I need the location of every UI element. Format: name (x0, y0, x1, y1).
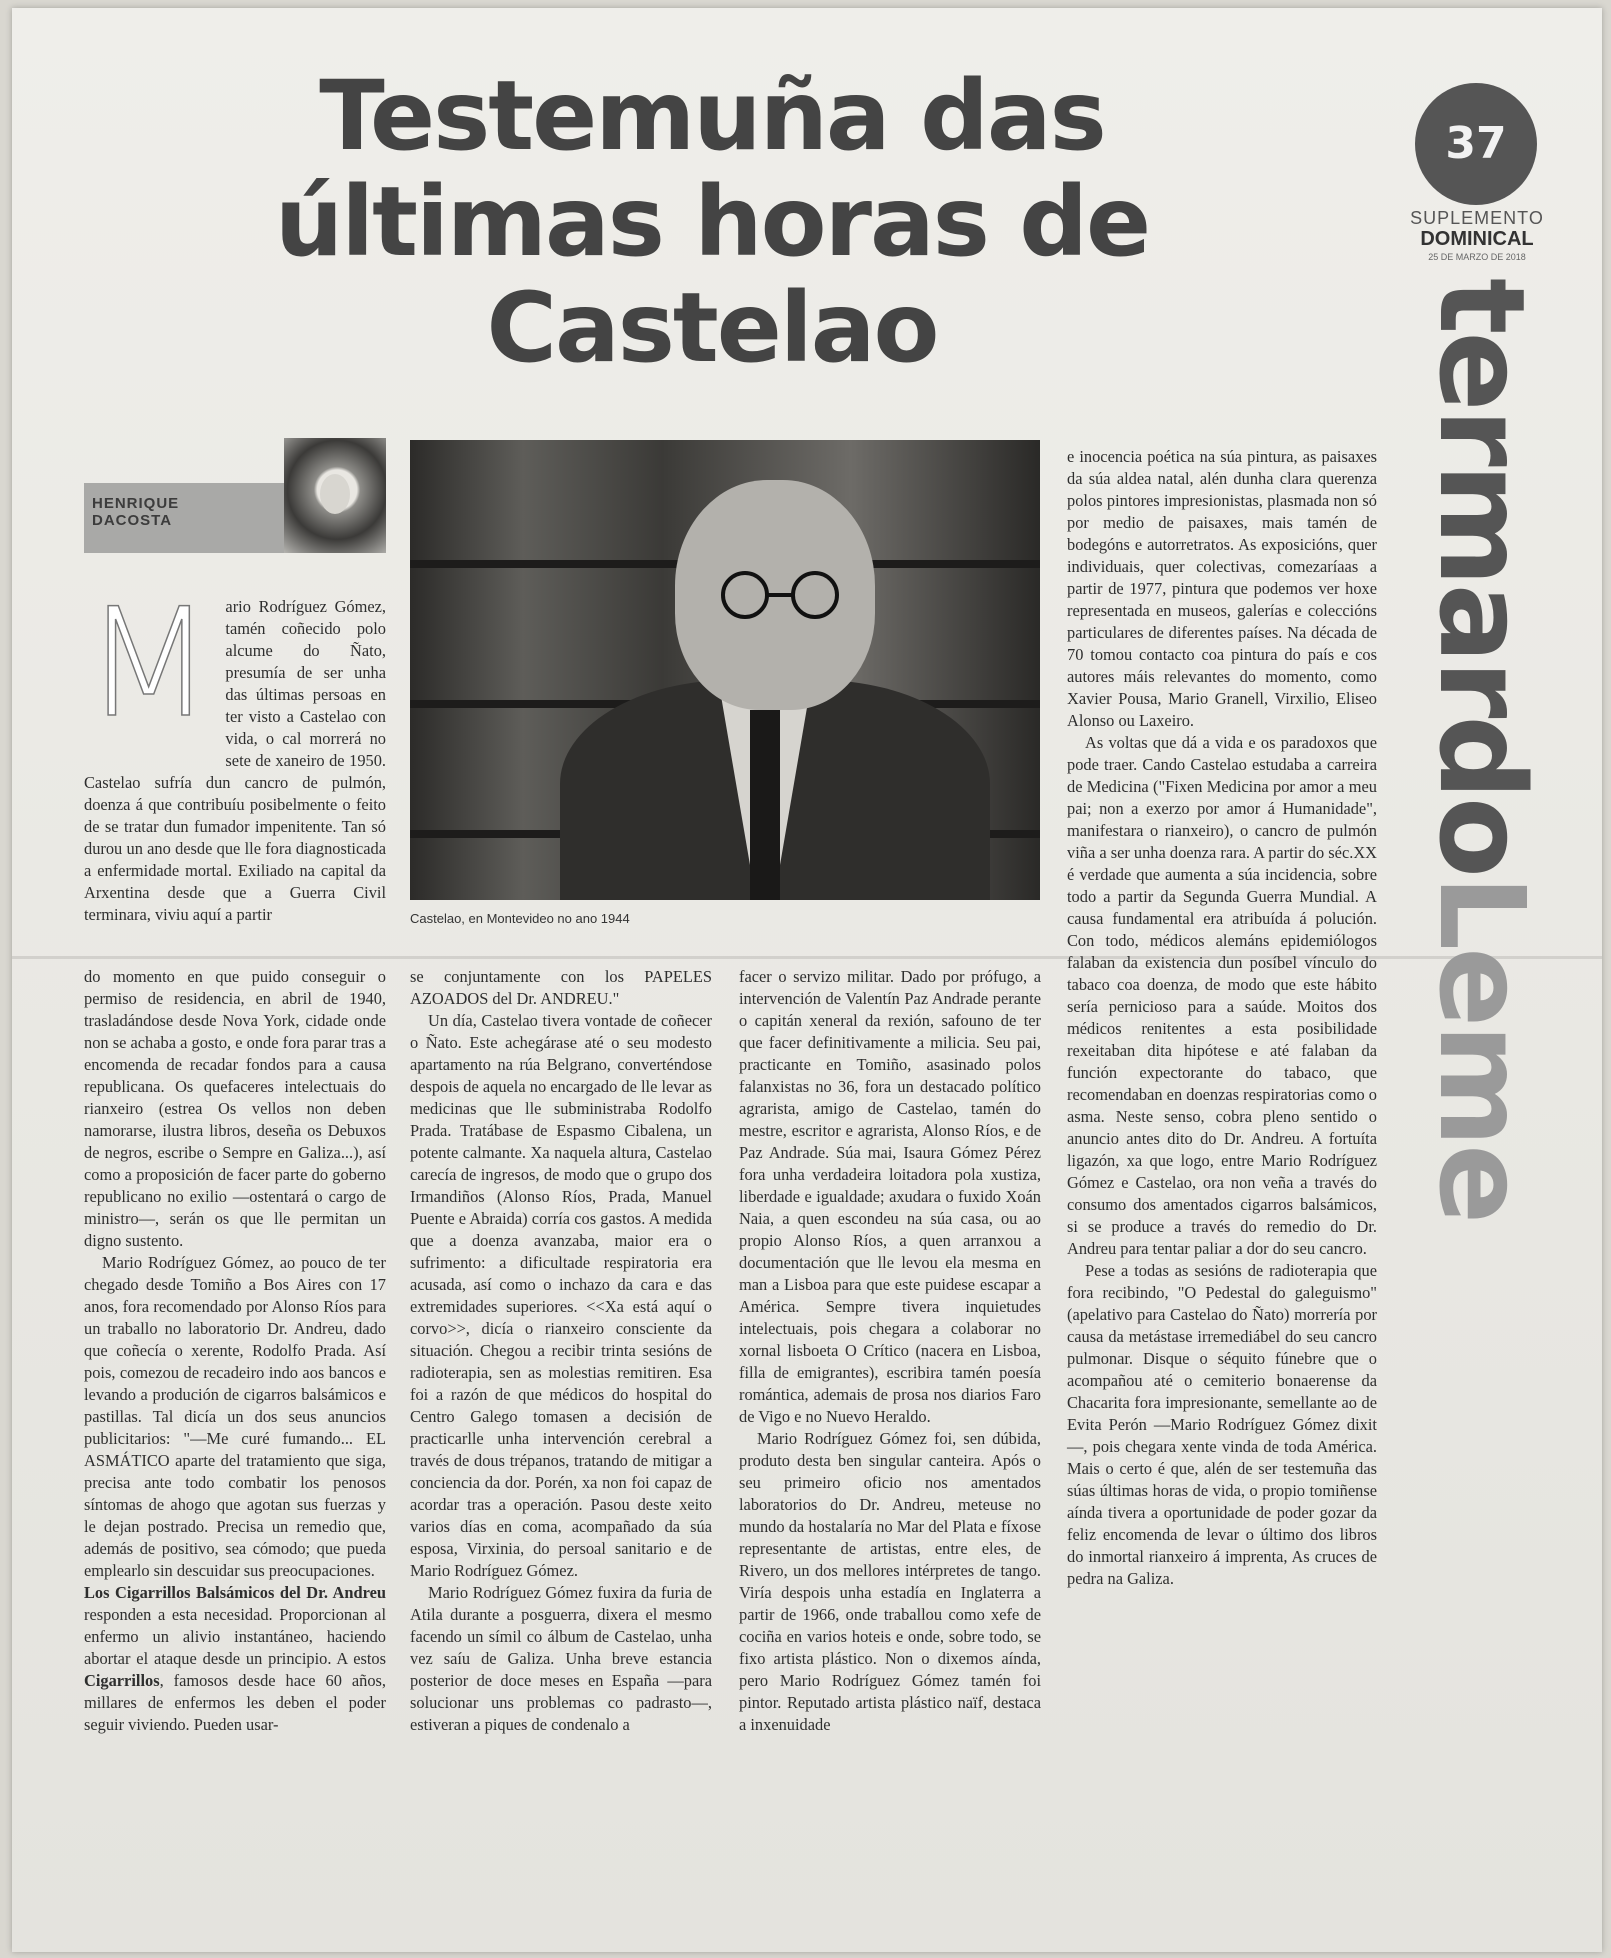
article-column-3 (739, 966, 1041, 1736)
paragraph: Pese a todas as sesións de radioterapia que fora recibindo, "O Pedestal do galeguismo" (apelativo para Castelao do Ñato) morrería por causa da metástase irremediábel do seu cancro pulmonar. Disque o séquito fúnebre que o acompañou até o cemiterio bonaerense da Chacarita fora impresionante, semellante ao de Evita Perón —Mario Rodríguez Gómez dixit—, pois chegara xente vinda de toda América. Mais o certo é que, alén de ser testemuña das súas últimas horas de vida, o propio tomiñense aínda tivera a oportunidade de poder gozar da feliz encomenda de levar o último dos libros do inmortal rianxeiro á imprenta, As cruces de pedra na Galiza. (1067, 1261, 1377, 1588)
paragraph: Mario Rodríguez Gómez, ao pouco de ter chegado desde Tomiño a Bos Aires con 17 anos, fora recomendado por Alonso Ríos para un traballo no laboratorio Dr. Andreu, dado que coñecía o xerente, Rodolfo Prada. Así pois, comezou de recadeiro indo aos bancos e levando a produción de cigarros balsámicos e pastillas. Tal dicía un dos seus anuncios publicitarios: "—Me curé fumando... EL ASMÁTICO aparte del tratamiento que siga, precisa ante todo combatir los penosos síntomas de ahogo que agotan sus fuerzas y le dejan postrado. Precisa un remedio que, además de positivo, sea cómodo; que pueda emplearlo sin descuidar sus preocupaciones. (84, 1253, 386, 1580)
paragraph: do momento en que puido conseguir o permiso de residencia, en abril de 1940, trasladándose desde Nova York, cidade onde non se achaba a gosto, e onde fora parar tras a encomenda de recadar fondos para a causa republicana. Os quefaceres intelectuais do rianxeiro (estrea Os vellos non deben namorarse, ilustra libros, deseña os Debuxos de negros, escribe o Sempre en Galiza...), así como a proposición de facer parte do goberno republicano no exilio —ostentará o cargo de ministro—, serán os que lle permitan un digno sustento. (84, 967, 386, 1250)
ad-text-end: , famosos desde hace 60 años, millares de enfermos les deben el poder seguir viviendo. Pueden usar- (84, 1671, 386, 1734)
drop-cap: M (84, 577, 214, 751)
supplement-label (1402, 208, 1552, 264)
paragraph: facer o servizo militar. Dado por prófugo, a intervención de Valentín Paz Andrade perante o capitán xeneral da rexión, safouno de ter que facer definitivamente a milicia. Seu pai, practicante en Tomiño, asasinado polos falanxistas no 36, fora un destacado político agrarista, amigo de Castelao, tamén do mestre, escritor e agrarista, Alonso Ríos, e de Paz Andrade. Súa mai, Isaura Gómez Pérez fora unha verdadeira loitadora pola xustiza, liberdade e igualdade; axudara o fuxido Xoán Naia, a quen escondeu na súa casa, ou ao propio Alonso Ríos, a quen arranxou a documentación que lle levou ela mesma en man a Lisboa para que este puidese escapar a América. Sempre tivera inquietudes intelectuais, pois chegara a colaborar no xornal lisboeta O Crítico (nacera en Lisboa, filla de emigrantes), escribira tamén poesía romántica, ademais de prosa nos diarios Faro de Vigo e no Nuevo Heraldo. (739, 967, 1041, 1426)
ad-brand-bold-2: Cigarrillos (84, 1671, 160, 1690)
article-column-4 (1067, 446, 1377, 1590)
supplement-line1: SUPLEMENTO (1410, 208, 1544, 228)
paragraph: As voltas que dá a vida e os paradoxos que pode traer. Cando Castelao estudaba a carreira de Medicina ("Fixen Medicina por amor a meu pai; non a exerzo por amor á Humanidade", manifestara o rianxeiro), o cancro de pulmón viña a ser unha doenza rara. A partir do séc.XX é verdade que aumenta a súa incidencia, sobre todo a partir da Segunda Guerra Mundial. A causa fundamental era atribuída á polución. Con todo, médicos alemáns epidemiólogos falaban da existencia dun posíbel vínculo do tabaco coa doenza, de modo que este hábito sería pernicioso para a saúde. Moitos dos médicos renitentes a esta posibilidade rexeitaban dita hipótese e até falaban da función expectorante do tabaco, que recomendaban en doenzas respiratorias como o asma. Neste senso, cobra pleno sentido o anuncio antes dito do Dr. Andreu. A fortuíta ligazón, xa que logo, entre Mario Rodríguez Gómez e Castelao, ora non veña a través do consumo dos amentados cigarros balsámicos, si se produce a través do remedio do Dr. Andreu para tentar paliar a dor do seu cancro. (1067, 733, 1377, 1258)
newspaper-page (12, 8, 1602, 1952)
castelao-photo (410, 440, 1040, 900)
article-column-1-top (84, 577, 386, 926)
page-number-badge: 37 (1415, 83, 1537, 205)
paragraph: Mario Rodríguez Gómez fuxira da furia de Atila durante a posguerra, dixera el mesmo facendo un símil co álbum de Castelao, unha vez saíu de Galiza. Unha breve estancia posterior de doce meses en España —para solucionar uns problemas co padrasto—, estiveran a piques de condenalo a (410, 1583, 712, 1734)
ad-text: responden a esta necesidad. Proporcionan al enfermo un alivio instantáneo, haciendo abortar el ataque desde un principio. A estos (84, 1605, 386, 1668)
supplement-date: 25 DE MARZO DE 2018 (1428, 252, 1526, 262)
headline: Testemuña das últimas horas de Castelao (274, 60, 1150, 384)
paragraph: Mario Rodríguez Gómez foi, sen dúbida, produto desta ben singular canteira. Após o seu primeiro oficio nos amentados laboratorios do Dr. Andreu, meteuse no mundo da hostalaría no Mar del Plata e fíxose representante de artistas, entre eles, de Rivero, un dos mellores intérpretes de tango. Viría despois unha estadía en Inglaterra a partir de 1966, onde traballou como xefe de cociña en varios hoteis e onde, sobre todo, se fixo artista plástico. Non o dixemos aínda, pero Mario Rodríguez Gómez tamén foi pintor. Reputado artista plástico naïf, destaca a inxenuidade (739, 1429, 1041, 1734)
author-byline (84, 483, 284, 553)
photo-caption: Castelao, en Montevideo no ano 1944 (410, 911, 630, 926)
paragraph: Un día, Castelao tivera vontade de coñecer o Ñato. Este achegárase até o seu modesto apartamento na rúa Belgrano, converténdose despois de aquela no encargado de lle levar as medicinas que lle subministraba Rodolfo Prada. Tratábase de Espasmo Cibalena, un potente calmante. Xa naquela altura, Castelao carecía de ingresos, de modo que o grupo dos Irmandiños (Alonso Ríos, Prada, Manuel Puente e Abraida) corría cos gastos. A medida que a doenza avanzaba, maior era o sufrimento: a dificultade respiratoria era acusada, así como o inchazo da cara e das extremidades superiores. <<Xa está aquí o corvo>>, dicía o rianxeiro consciente da situación. Chegou a recibir trinta sesións de radioterapia, sen as molestias remitiren. Esa foi a razón de que médicos do hospital do Centro Galego tomasen a decisión de practicarlle unha intervención cerebral a través de dous trépanos, tratando de mitigar a conciencia da dor. Porén, xa non foi capaz de acordar tras a operación. Pasou deste xeito varios días en coma, acompañado da súa esposa, Virxinia, do persoal sanitario e de Mario Rodríguez Gómez. (410, 1011, 712, 1580)
author-name (92, 495, 179, 529)
article-column-2 (410, 966, 712, 1736)
paragraph (84, 1582, 386, 1736)
author-name-line1: HENRIQUE (92, 495, 180, 512)
author-name-line2: DACOSTA (92, 512, 173, 529)
paragraph: se conjuntamente con los PAPELES AZOADOS del Dr. ANDREU." (410, 967, 712, 1008)
supplement-line2: DOMINICAL (1420, 228, 1534, 250)
glasses-icon (710, 570, 850, 620)
paragraph: e inocencia poética na súa pintura, as paisaxes da súa aldea natal, alén dunha clara querenza polos pintores impresionistas, plasmada non só por medio de paisaxes, mais tamén de bodegóns e autorretratos. As exposicións, quer individuais, quer colectivas, comezaríaas a partir de 1977, pintura que podemos ver hoxe representada en museos, galerías e coleccións particulares de diferentes países. Na década de 70 tomou contacto coa pintura do país e cos autores máis relevantes do momento, como Xavier Pousa, Mario Granell, Virxilio, Eliseo Alonso ou Laxeiro. (1067, 447, 1377, 730)
paragraph: ario Rodríguez Gómez, tamén coñecido polo alcume do Ñato, presumía de ser unha das últimas persoas en ter visto a Castelao con vida, o cal morrerá no sete de xaneiro de 1950. Castelao sufría dun cancro de pulmón, doenza á que contribuíu posibelmente o feito de se tratar dun fumador impenitente. Tan só durou un ano desde que lle fora diagnosticada a enfermidade mortal. Exiliado na capital da Arxentina desde que a Guerra Civil terminara, viviu aquí a partir (84, 597, 386, 924)
ad-brand-bold: Los Cigarrillos Balsámicos del Dr. Andreu (84, 1583, 386, 1602)
section-title-part2: Leme (1413, 874, 1551, 1222)
section-title-part1: termardo (1413, 278, 1551, 875)
article-column-1-bottom (84, 966, 386, 1736)
section-title-vertical (1413, 278, 1555, 1222)
author-photo (284, 438, 386, 553)
